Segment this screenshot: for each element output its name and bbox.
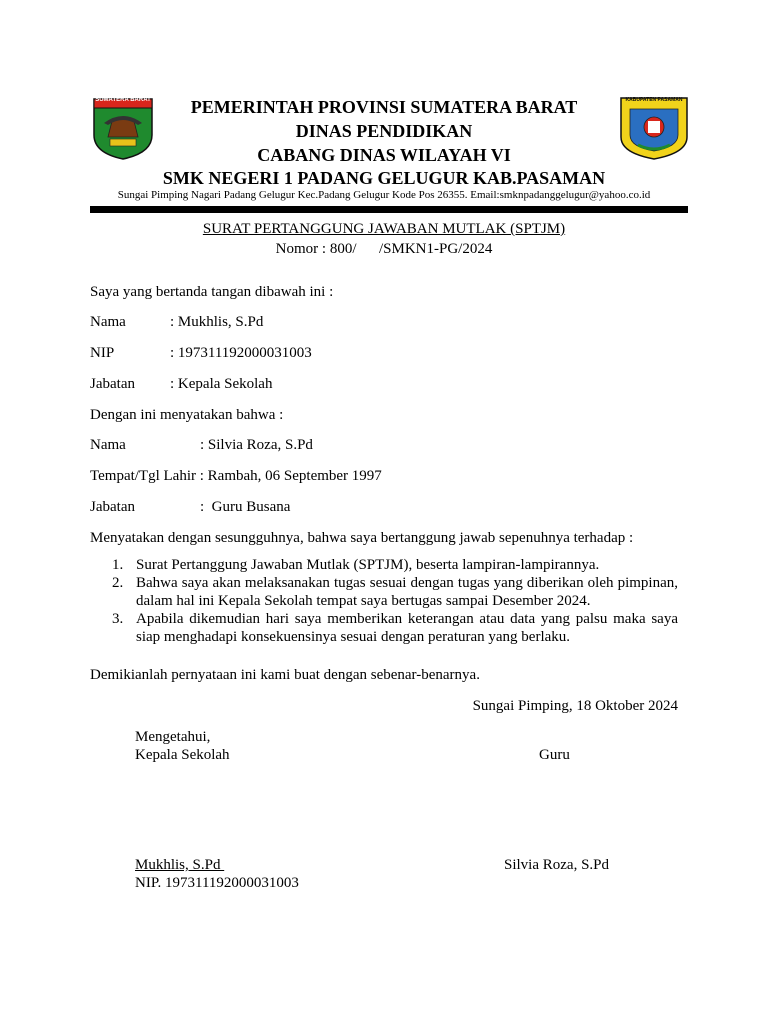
statement-text: Menyatakan dengan sesungguhnya, bahwa saya bertanggung jawab sepenuhnya terhadap :: [90, 530, 634, 546]
principal-role: Kepala Sekolah: [135, 747, 230, 763]
acknowledged-label: Mengetahui,: [135, 729, 211, 745]
signer-name-label: Nama: [90, 314, 126, 330]
signer-nip-value: : 197311192000031003: [170, 345, 312, 361]
list-item-text: Surat Pertanggung Jawaban Mutlak (SPTJM), beserta lampiran-lampirannya.: [136, 557, 600, 573]
list-item: [112, 610, 678, 646]
list-item-text: Apabila dikemudian hari saya memberikan keterangan atau data yang palsu maka saya siap menghadapi konsekuensinya sesuai dengan peraturan yang berlaku.: [136, 611, 678, 645]
subject-position-value: : Guru Busana: [200, 499, 291, 515]
list-item-number: 3.: [112, 611, 124, 627]
header-divider: [90, 206, 688, 213]
header-address: Sungai Pimping Nagari Padang Gelugur Kec.Padang Gelugur Kode Pos 26355. Email:smknpadanggelugur@yahoo.co.id: [117, 189, 651, 201]
list-item-number: 2.: [112, 575, 124, 591]
place-date: Sungai Pimping, 18 Oktober 2024: [472, 698, 678, 714]
list-item: [112, 556, 678, 574]
header-department: DINAS PENDIDIKAN: [295, 121, 473, 141]
pasaman-logo: [618, 95, 690, 161]
left-logo-text: SUMATERA BARAT: [95, 97, 151, 103]
list-item-number: 1.: [112, 557, 124, 573]
signer-name-value: : Mukhlis, S.Pd: [170, 314, 264, 330]
list-item: [112, 574, 678, 610]
teacher-name: Silvia Roza, S.Pd: [504, 857, 610, 873]
closing-text: Demikianlah pernyataan ini kami buat dengan sebenar-benarnya.: [90, 667, 480, 683]
header-branch: CABANG DINAS WILAYAH VI: [257, 145, 511, 165]
signer-position-label: Jabatan: [90, 376, 135, 392]
subject-name-label: Nama: [90, 437, 126, 453]
signer-position-value: : Kepala Sekolah: [170, 376, 273, 392]
subject-position-label: Jabatan: [90, 499, 135, 515]
intro-text: Saya yang bertanda tangan dibawah ini :: [90, 284, 334, 300]
principal-name: Mukhlis, S.Pd: [135, 857, 225, 873]
responsibility-list: [112, 556, 678, 646]
subject-birth: Tempat/Tgl Lahir : Rambah, 06 September 1997: [90, 468, 382, 484]
list-item-text: Bahwa saya akan melaksanakan tugas sesuai dengan tugas yang diberikan oleh pimpinan, dalam hal ini Kepala Sekolah tempat saya bertugas sampai Desember 2024.: [136, 575, 678, 609]
header-school: SMK NEGERI 1 PADANG GELUGUR KAB.PASAMAN: [162, 168, 606, 188]
declare-text: Dengan ini menyatakan bahwa :: [90, 407, 284, 423]
subject-name-value: : Silvia Roza, S.Pd: [200, 437, 313, 453]
letter-title: SURAT PERTANGGUNG JAWABAN MUTLAK (SPTJM): [202, 221, 566, 237]
principal-nip: NIP. 197311192000031003: [135, 875, 299, 891]
right-logo-text: KABUPATEN PASAMAN: [625, 97, 683, 103]
sumatera-barat-logo: [90, 95, 156, 161]
signer-nip-label: NIP: [90, 345, 115, 361]
teacher-role: Guru: [539, 747, 570, 763]
letter-number: Nomor : 800/ /SMKN1-PG/2024: [275, 241, 493, 257]
header-government: PEMERINTAH PROVINSI SUMATERA BARAT: [190, 97, 578, 117]
